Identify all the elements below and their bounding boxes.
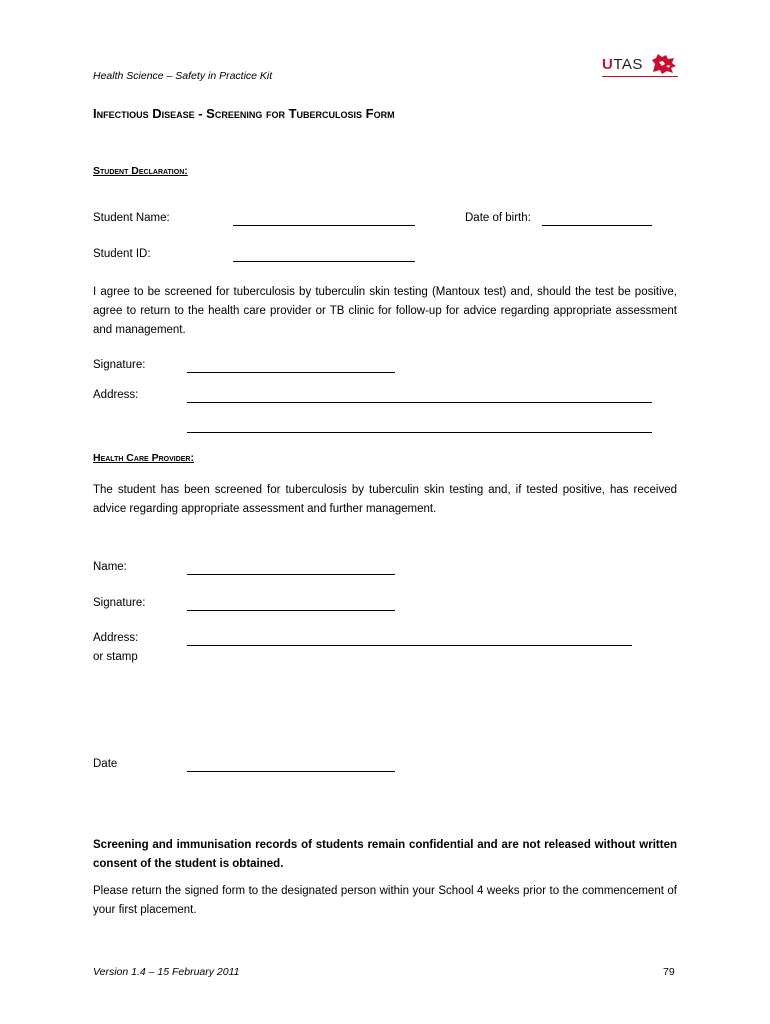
provider-address-label: Address: [93, 632, 139, 644]
student-address-field-line-2[interactable] [187, 432, 652, 433]
provider-date-field[interactable] [187, 771, 395, 772]
date-of-birth-field[interactable] [542, 225, 652, 226]
provider-name-field[interactable] [187, 574, 395, 575]
utas-logo [602, 52, 678, 80]
student-signature-label: Signature: [93, 359, 146, 371]
provider-statement-text: The student has been screened for tuberculosis by tuberculin skin testing and, if tested positive, has received advice regarding appropriate assessment and further management. [93, 484, 677, 515]
student-declaration-heading: Student Declaration: [93, 165, 188, 177]
return-instruction-text: Please return the signed form to the designated person within your School 4 weeks prior to the commencement of your first placement. [93, 885, 677, 916]
confidentiality-notice: Screening and immunisation records of students remain confidential and are not released without written consent of the student is obtained. [93, 839, 677, 870]
student-name-field[interactable] [233, 225, 415, 226]
student-signature-field[interactable] [187, 372, 395, 373]
provider-date-label: Date [93, 758, 118, 770]
student-name-label: Student Name: [93, 212, 170, 224]
student-id-field[interactable] [233, 261, 415, 262]
provider-signature-label: Signature: [93, 597, 146, 609]
student-address-label: Address: [93, 389, 139, 401]
health-care-provider-heading: Health Care Provider: [93, 452, 194, 464]
student-address-field-line-1[interactable] [187, 402, 652, 403]
provider-address-field[interactable] [187, 645, 632, 646]
lion-crest-icon [650, 52, 678, 76]
page-number: 79 [663, 966, 675, 978]
student-agreement-text: I agree to be screened for tuberculosis by tuberculin skin testing (Mantoux test) and, should the test be positive, agree to return to the health care provider or TB clinic for follow-up for advice regarding appropriate assessment and management. [93, 286, 677, 336]
provider-stamp-label: or stamp [93, 651, 138, 663]
kit-title: Health Science – Safety in Practice Kit [93, 70, 273, 82]
page-title: Infectious Disease - Screening for Tuberculosis Form [93, 106, 395, 121]
student-id-label: Student ID: [93, 248, 151, 260]
provider-signature-field[interactable] [187, 610, 395, 611]
provider-name-label: Name: [93, 561, 127, 573]
logo-text: UTAS [602, 56, 643, 73]
date-of-birth-label: Date of birth: [465, 212, 531, 224]
version-footer: Version 1.4 – 15 February 2011 [93, 966, 240, 978]
logo-underline [602, 76, 678, 77]
